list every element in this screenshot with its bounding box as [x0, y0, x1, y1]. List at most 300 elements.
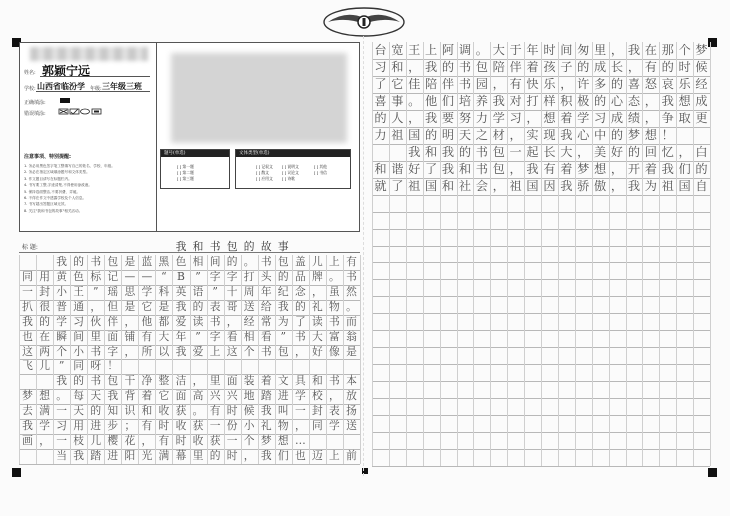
grid-char — [440, 381, 457, 398]
grid-char: 长 — [543, 144, 556, 159]
grid-char: 个 — [678, 43, 691, 57]
grid-char — [558, 364, 575, 381]
grid-char — [676, 415, 693, 432]
grid-char — [558, 432, 575, 449]
grid-char — [575, 347, 592, 364]
grid-char — [693, 262, 710, 279]
grid-char — [642, 432, 659, 449]
grid-char: ， — [492, 178, 505, 193]
grid-char: ， — [627, 59, 641, 74]
grid-char — [524, 279, 541, 296]
genre-option[interactable]: [ ] 应用文 — [256, 176, 273, 181]
grid-char: 的 — [458, 144, 472, 159]
grid-divider — [710, 262, 711, 279]
grid-row — [372, 212, 710, 229]
grid-char: 的 — [192, 299, 204, 313]
grid-char: 祖 — [391, 127, 404, 142]
grid-char — [676, 127, 693, 144]
grid-char: 小 — [243, 419, 255, 433]
grid-char — [389, 212, 406, 229]
grid-char: 明 — [441, 127, 455, 142]
question-box-header: 题号(单选) — [161, 150, 229, 157]
grid-char: 人 — [391, 110, 404, 125]
grid-divider — [710, 449, 711, 466]
grid-divider — [360, 330, 361, 345]
right-writing-grid[interactable] — [372, 42, 710, 466]
grid-char: 书 — [475, 161, 488, 176]
grid-char: 我 — [73, 449, 85, 463]
grid-char: 面 — [226, 374, 238, 388]
grid-char — [609, 195, 626, 212]
grid-char: 的 — [425, 127, 438, 142]
grid-char: 们 — [441, 93, 455, 108]
grid-char: 国 — [408, 127, 421, 142]
grid-char — [406, 229, 423, 246]
grid-char: 踏 — [260, 389, 272, 403]
grid-char: 我 — [277, 299, 289, 313]
grid-char — [490, 381, 507, 398]
grid-char — [626, 364, 643, 381]
grid-char — [693, 347, 710, 364]
grid-char — [372, 313, 389, 330]
grid-char — [676, 432, 693, 449]
school-name[interactable]: 山西省临汾学 — [37, 81, 85, 91]
grid-char — [659, 381, 676, 398]
grid-char: 书 — [260, 344, 272, 358]
grid-char: 和 — [311, 374, 323, 388]
grid-char: 的 — [594, 93, 607, 108]
grid-char: 富 — [329, 329, 340, 343]
grid-char: 成 — [610, 110, 624, 125]
grid-char: 所 — [141, 344, 153, 358]
grid-char: 和 — [441, 178, 455, 193]
grid-char — [558, 212, 575, 229]
grid-char — [372, 415, 389, 432]
grid-char — [406, 279, 423, 296]
grid-char — [473, 262, 490, 279]
grid-char — [473, 296, 490, 313]
grid-char: 获 — [192, 419, 204, 433]
grid-char — [406, 364, 423, 381]
grid-char — [676, 262, 693, 279]
grid-char: 国 — [678, 178, 691, 193]
grid-char — [626, 432, 643, 449]
grid-char: 书 — [209, 314, 221, 328]
grid-char — [406, 432, 423, 449]
genre-option[interactable]: [ ] 记叙文 — [256, 164, 273, 169]
grid-char: 骄 — [577, 178, 590, 193]
grid-row — [19, 255, 360, 270]
grid-char — [372, 296, 389, 313]
grid-char — [423, 364, 440, 381]
grid-char: 想 — [543, 110, 556, 125]
grid-char — [457, 279, 474, 296]
grid-char: 伙 — [90, 314, 102, 328]
grid-char: 我 — [627, 43, 641, 57]
grid-char — [473, 330, 490, 347]
grid-char — [541, 364, 558, 381]
grid-char: 祖 — [408, 178, 421, 193]
grid-char — [389, 449, 406, 466]
grid-char — [626, 398, 643, 415]
title-char — [36, 240, 53, 255]
grid-char: 样 — [543, 93, 556, 108]
grid-char: 高 — [192, 389, 204, 403]
grid-char: 小 — [56, 284, 67, 298]
grid-char — [490, 262, 507, 279]
grid-divider — [710, 127, 711, 144]
grid-char: 地 — [243, 389, 255, 403]
grid-char: — — [124, 269, 136, 283]
grid-char: 怒 — [644, 76, 657, 91]
grid-char — [423, 279, 440, 296]
grid-char: 子 — [560, 59, 573, 74]
grade-label: 年级: — [90, 86, 102, 92]
title-char — [343, 240, 360, 255]
grid-char — [490, 296, 507, 313]
genre-option[interactable]: [ ] 议论文 — [282, 170, 299, 175]
grid-char — [473, 347, 490, 364]
grid-char — [457, 195, 474, 212]
grid-char — [659, 364, 676, 381]
grid-char: 我 — [425, 110, 438, 125]
grid-char: 绩 — [627, 110, 641, 125]
grid-char: 收 — [175, 419, 187, 433]
grid-char — [440, 229, 457, 246]
grid-char: 礼 — [260, 419, 272, 433]
genre-option[interactable]: [ ] 说明文 — [282, 164, 299, 169]
grid-char — [440, 262, 457, 279]
grid-char — [575, 279, 592, 296]
notes-title: 注意事项、特别提醒: — [24, 154, 72, 160]
grid-char: 许 — [577, 76, 590, 91]
grid-char — [642, 364, 659, 381]
grid-char: 瑶 — [107, 284, 119, 298]
grid-char: 的 — [610, 76, 624, 91]
grid-char: 时 — [678, 59, 691, 74]
grid-char: 一 — [56, 404, 67, 418]
grid-char: 封 — [39, 284, 50, 298]
grid-char — [693, 246, 710, 263]
grid-char — [524, 449, 541, 466]
grid-char: 品 — [294, 269, 306, 283]
grid-char: 年 — [260, 284, 272, 298]
grid-char: 有 — [346, 254, 357, 268]
grid-char: 里 — [594, 43, 607, 57]
grid-char — [389, 415, 406, 432]
grid-char: 争 — [661, 110, 674, 125]
grid-char: 梦 — [627, 127, 641, 142]
grid-char: 态 — [627, 93, 641, 108]
grid-char — [558, 229, 575, 246]
wrong-fill-samples-icon — [58, 107, 108, 116]
grid-char: 一 — [226, 434, 238, 448]
grid-char: 经 — [243, 314, 255, 328]
grid-char — [693, 313, 710, 330]
grid-char: 表 — [329, 404, 340, 418]
grid-char — [626, 330, 643, 347]
grid-char — [372, 229, 389, 246]
grid-char: 我 — [560, 127, 573, 142]
grid-char: 伴 — [107, 314, 119, 328]
question-option[interactable]: [ ] 第二题 — [177, 170, 194, 175]
grid-char: 成 — [594, 59, 607, 74]
grid-char: 。 — [329, 269, 340, 283]
grid-char: 兴 — [209, 389, 221, 403]
grid-char: 同 — [22, 269, 33, 283]
grid-char — [575, 364, 592, 381]
grid-char — [372, 246, 389, 263]
grid-char: 了 — [294, 314, 306, 328]
grid-char: 校 — [311, 389, 323, 403]
grid-char: 这 — [22, 344, 33, 358]
grid-char — [592, 262, 609, 279]
grid-char — [473, 432, 490, 449]
grid-char: 心 — [577, 127, 590, 142]
title-char: 书 — [209, 240, 221, 253]
grid-char: 好 — [311, 344, 323, 358]
student-name[interactable]: 郭颖宁远 — [42, 64, 91, 78]
grid-line — [19, 464, 360, 465]
grid-char: 叫 — [277, 404, 289, 418]
grid-char: 礼 — [311, 299, 323, 313]
grid-char — [36, 449, 53, 464]
genre-option[interactable]: [ ] 散文 — [256, 170, 269, 175]
grid-char — [490, 347, 507, 364]
grid-char — [457, 330, 474, 347]
grid-char — [541, 279, 558, 296]
grid-char: 想 — [39, 389, 50, 403]
grid-char: 我 — [408, 144, 421, 159]
grid-char: 习 — [509, 110, 522, 125]
grid-char: 一 — [56, 434, 67, 448]
grid-char: 祖 — [509, 178, 522, 193]
grid-char — [659, 330, 676, 347]
grid-char: 社 — [458, 178, 472, 193]
grid-char: 他 — [425, 93, 438, 108]
essay-body-left — [19, 255, 360, 464]
grid-char — [423, 398, 440, 415]
grid-row — [372, 330, 710, 347]
grid-char: 年 — [175, 329, 187, 343]
grid-char: ” — [195, 329, 201, 343]
grid-char: ， — [124, 314, 136, 328]
grid-char: 打 — [526, 93, 539, 108]
grid-char: 时 — [158, 419, 170, 433]
grid-char — [457, 229, 474, 246]
grid-char: 识 — [124, 404, 136, 418]
grid-char: 当 — [56, 449, 67, 463]
grid-divider — [710, 313, 711, 330]
grid-char: 开 — [627, 161, 641, 176]
grid-char: 瞬 — [56, 329, 67, 343]
grid-char — [473, 212, 490, 229]
grid-char: ” — [212, 284, 218, 298]
grid-char: 我 — [175, 344, 187, 358]
grid-char: 它 — [391, 76, 404, 91]
grid-row — [19, 374, 360, 389]
grid-char — [558, 262, 575, 279]
grid-char: 更 — [695, 110, 708, 125]
grid-char — [609, 246, 626, 263]
grid-char — [372, 364, 389, 381]
grid-char: 事 — [391, 93, 404, 108]
grid-char — [524, 364, 541, 381]
grid-char: 里 — [90, 329, 102, 343]
grid-char: 有 — [141, 329, 153, 343]
grid-char — [642, 313, 659, 330]
grid-char: 那 — [661, 43, 674, 57]
grid-char — [558, 330, 575, 347]
grid-char: ！ — [661, 127, 674, 142]
grid-char — [592, 279, 609, 296]
grid-char — [541, 195, 558, 212]
grid-char: 就 — [374, 178, 387, 193]
grid-char — [693, 212, 710, 229]
grid-row — [19, 315, 360, 330]
question-option[interactable]: [ ] 第一题 — [177, 164, 194, 169]
grid-char: 我 — [260, 449, 272, 463]
grid-char — [693, 364, 710, 381]
title-char — [155, 240, 172, 255]
grid-char — [642, 262, 659, 279]
grid-char: 培 — [458, 93, 472, 108]
grid-char: — — [141, 269, 153, 283]
genre-option[interactable]: [ ] 其他 — [314, 164, 327, 169]
note-item: 7. 书写超出答题区域无效。 — [24, 202, 69, 207]
grid-char: 满 — [158, 449, 170, 463]
grid-char — [457, 347, 474, 364]
grid-row — [372, 110, 710, 127]
grid-char: 洁 — [175, 374, 187, 388]
grid-char: 以 — [158, 344, 170, 358]
grid-char: 也 — [22, 329, 33, 343]
grid-char: 黄 — [56, 269, 67, 283]
grid-char: 飞 — [22, 359, 33, 373]
grid-char — [592, 313, 609, 330]
grid-char — [575, 449, 592, 466]
grid-row — [372, 432, 710, 449]
grid-char — [558, 449, 575, 466]
grid-char — [423, 212, 440, 229]
grid-char: 天 — [90, 389, 102, 403]
grid-char — [626, 229, 643, 246]
grid-char: 相 — [192, 254, 204, 268]
grid-char — [524, 313, 541, 330]
grid-char: ！ — [107, 359, 119, 373]
grid-char: 学 — [141, 284, 153, 298]
question-option[interactable]: [ ] 第三题 — [177, 176, 194, 181]
grid-char: 个 — [56, 344, 67, 358]
grid-char — [19, 374, 36, 389]
grid-char: 和 — [425, 144, 438, 159]
school-label: 学校: — [24, 86, 36, 92]
grid-char: 着 — [560, 110, 573, 125]
grid-char — [389, 364, 406, 381]
genre-option[interactable]: [ ] 书信 — [314, 170, 327, 175]
selection-panel — [157, 42, 360, 232]
grid-row — [372, 262, 710, 279]
grid-char: 学 — [577, 110, 590, 125]
grid-divider — [710, 246, 711, 263]
grid-char: 习 — [374, 59, 387, 74]
grid-char: 年 — [526, 43, 539, 57]
grid-char — [423, 449, 440, 466]
grid-char — [693, 229, 710, 246]
grid-char — [207, 359, 224, 374]
grid-char: 我 — [441, 144, 455, 159]
grid-char: 学 — [56, 314, 67, 328]
grid-char: 成 — [695, 93, 708, 108]
grid-char: 台 — [374, 43, 387, 57]
grid-char: 色 — [73, 269, 85, 283]
grid-char: 我 — [661, 161, 674, 176]
grid-char: 上 — [329, 254, 340, 268]
grade-value[interactable]: 三年级三班 — [102, 81, 142, 91]
grid-char: 通 — [73, 299, 85, 313]
grid-char: 爱 — [192, 344, 204, 358]
grid-char — [457, 432, 474, 449]
grid-char — [626, 296, 643, 313]
grid-char — [541, 347, 558, 364]
grid-char — [440, 212, 457, 229]
grid-char — [372, 449, 389, 466]
title-char — [309, 240, 326, 255]
grid-divider — [360, 255, 361, 270]
grid-char — [575, 262, 592, 279]
title-char — [326, 240, 343, 255]
grid-char — [389, 347, 406, 364]
grid-char: 书 — [329, 374, 340, 388]
grid-char: ， — [141, 434, 153, 448]
grid-char: 学 — [294, 389, 306, 403]
grid-char — [507, 262, 524, 279]
grid-char: 和 — [391, 59, 404, 74]
grid-char: 我 — [661, 93, 674, 108]
grid-divider — [360, 434, 361, 449]
grid-char: 爱 — [175, 314, 187, 328]
grid-char — [626, 347, 643, 364]
title-char — [104, 240, 121, 255]
grid-char — [626, 381, 643, 398]
grid-char — [609, 381, 626, 398]
grid-char: 学 — [39, 419, 50, 433]
grid-divider — [710, 144, 711, 161]
grid-char — [626, 262, 643, 279]
grid-char — [507, 381, 524, 398]
grid-divider — [360, 419, 361, 434]
left-writing-grid[interactable] — [19, 240, 360, 464]
grid-char: ， — [526, 110, 539, 125]
grid-char: 铺 — [124, 329, 136, 343]
grid-char: 一 — [22, 284, 33, 298]
grid-char — [507, 195, 524, 212]
grid-char: 。 — [475, 43, 488, 57]
grid-char — [36, 255, 53, 270]
genre-option[interactable]: [ ] 诗歌 — [282, 176, 295, 181]
grid-char: 极 — [577, 93, 590, 108]
grid-char: 步 — [107, 419, 119, 433]
grid-char: 大 — [492, 43, 505, 57]
grid-char — [642, 296, 659, 313]
grid-char — [642, 246, 659, 263]
grid-char — [642, 212, 659, 229]
grid-char — [343, 359, 360, 374]
grid-char: 书 — [475, 144, 488, 159]
grid-char — [423, 246, 440, 263]
grid-char — [372, 398, 389, 415]
grid-char: ” — [92, 284, 99, 298]
